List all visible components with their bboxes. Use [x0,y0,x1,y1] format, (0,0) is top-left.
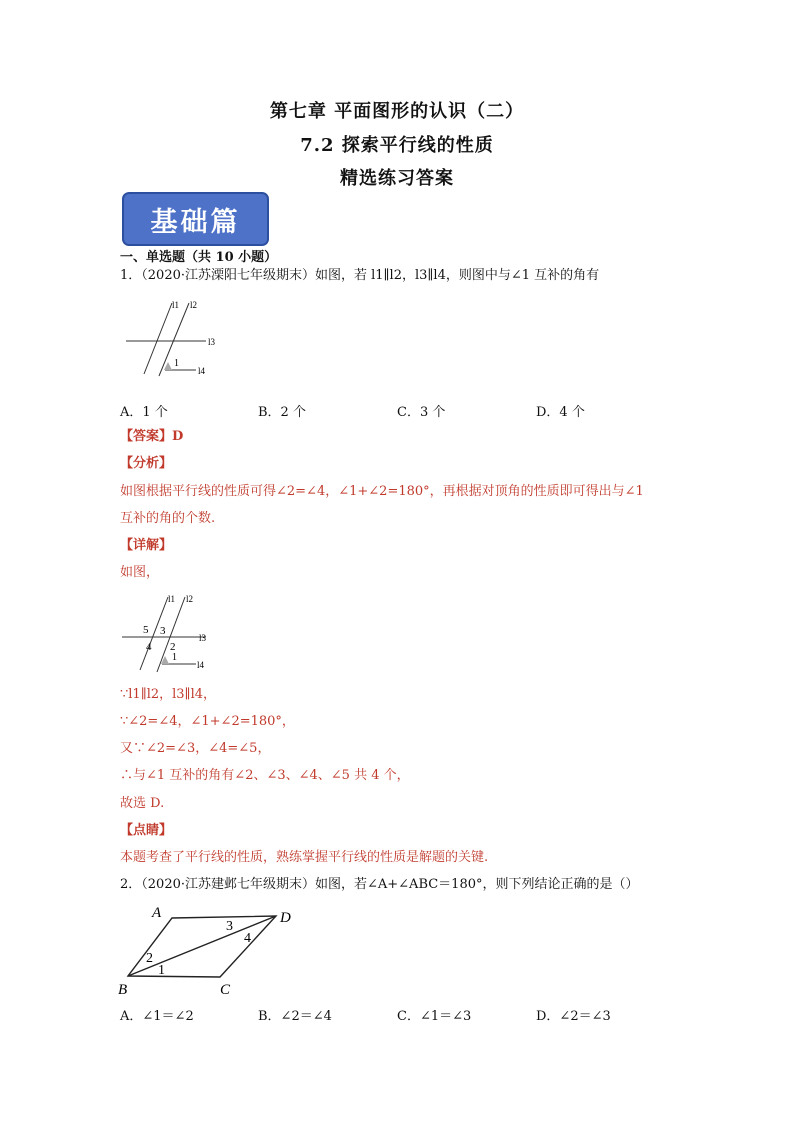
q1-fig-angle1: 1 [174,358,179,369]
q2-option-b: B．∠2＝∠4 [258,1009,332,1024]
q1-detail-figure [118,590,228,676]
q2-fig-a2: 2 [146,951,153,966]
q2-fig-a: A [152,905,162,921]
q1-fig-l1: l1 [172,300,180,310]
q2-stem: 2．（2020·江苏建邺七年级期末）如图，若∠A+∠ABC＝180°，则下列结论正确的是（） [120,877,639,892]
q2-option-d: D．∠2＝∠3 [536,1009,611,1024]
chapter-title: 第七章 平面图形的认识（二） [269,101,525,122]
q1-analysis-line1: 如图根据平行线的性质可得∠2=∠4，∠1+∠2=180°，再根据对顶角的性质即可得出与∠1 [120,484,644,499]
section-title: 7.2 探索平行线的性质 [300,135,494,156]
q1-answer: 【答案】D [120,429,184,444]
q1-step1: ∵l1∥l2，l3∥l4， [120,687,216,702]
q1-fig2-l1: l1 [168,594,176,604]
q1-option-b: B．2 个 [258,405,306,420]
q1-fig-l2: l2 [190,300,198,310]
q2-fig-d: D [280,910,291,926]
q2-option-a: A．∠1＝∠2 [120,1009,194,1024]
q1-fig2-l3: l3 [199,633,207,643]
q1-step3: 又∵∠2=∠3，∠4=∠5， [120,741,271,756]
q2-fig-a1: 1 [158,963,165,978]
part-heading: 一、单选题（共 10 小题） [120,250,278,265]
q1-fig2-l4: l4 [197,660,205,670]
q1-analysis-line2: 互补的角的个数. [120,511,216,526]
q1-fig-l4: l4 [198,366,206,376]
q2-figure [116,902,302,998]
q1-step4: ∴与∠1 互补的角有∠2、∠3、∠4、∠5 共 4 个， [120,768,410,783]
q1-figure [118,296,228,382]
q1-detail-intro: 如图， [120,565,160,580]
q1-detail-tag: 【详解】 [120,538,173,553]
q2-fig-a4: 4 [244,931,251,946]
q1-fig-l3: l3 [208,337,216,347]
q1-fig2-a4: 4 [146,641,152,653]
q1-option-c: C．3 个 [397,405,446,420]
page-subtitle: 精选练习答案 [340,168,454,189]
q1-option-a: A．1 个 [120,405,168,420]
q1-step2: ∵∠2=∠4，∠1+∠2=180°， [120,714,295,729]
q1-fig2-a1: 1 [172,652,177,663]
basic-section-banner [122,192,269,246]
banner-label: 基础篇 [150,206,241,238]
q1-option-d: D．4 个 [536,405,585,420]
q1-analysis-tag: 【分析】 [120,456,173,471]
q1-conclusion: 故选 D. [120,796,165,811]
q2-fig-b: B [118,982,128,998]
q1-comment: 本题考查了平行线的性质，熟练掌握平行线的性质是解题的关键. [120,850,489,865]
q2-option-c: C．∠1＝∠3 [397,1009,472,1024]
q2-fig-c: C [220,982,231,998]
q1-fig2-l2: l2 [186,594,194,604]
q1-fig2-a2: 2 [170,641,176,653]
q1-fig2-a3: 3 [160,625,166,637]
q2-fig-a3: 3 [226,919,233,934]
q1-stem: 1．（2020·江苏溧阳七年级期末）如图，若 l1∥l2，l3∥l4，则图中与∠1 互补的角有 [120,268,600,283]
q1-comment-tag: 【点睛】 [120,823,173,838]
q1-fig2-a5: 5 [143,624,149,636]
